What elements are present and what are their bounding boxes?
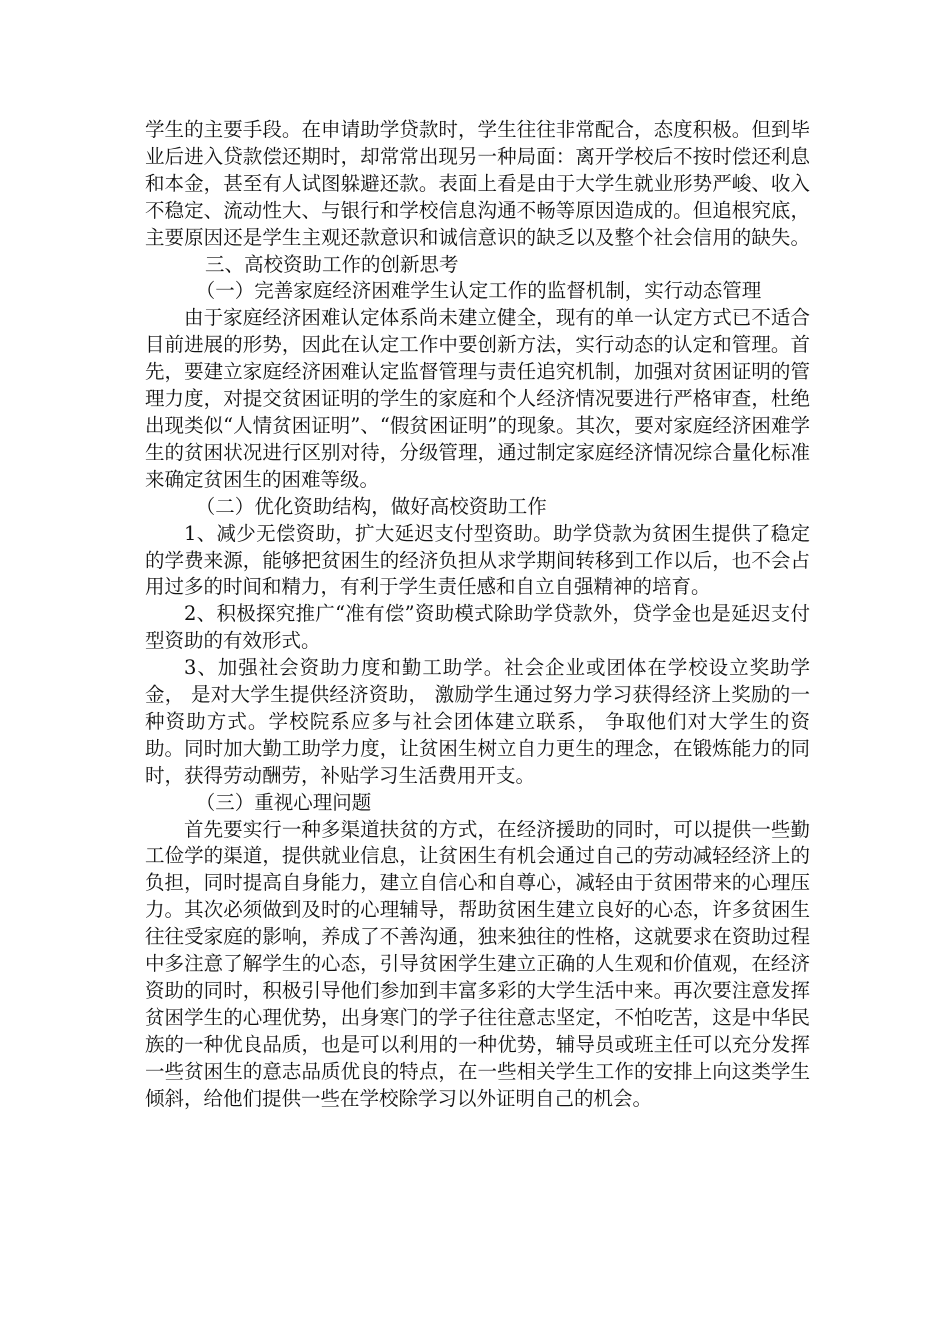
paragraph-item-1: 1、减少无偿资助，扩大延迟支付型资助。助学贷款为贫困生提供了稳定的学费来源，能够把贫困生的经济负担从求学期间转移到工作以后，也不会占用过多的时间和精力，有利于学生责任感和自立自强精神的培育。: [145, 521, 810, 599]
subheading-1: （一）完善家庭经济困难学生认定工作的监督机制，实行动态管理: [195, 279, 762, 303]
paragraph-text: 学生的主要手段。在申请助学贷款时，学生往往非常配合，态度积极。但到毕业后进入贷款偿还期时，却常常出现另一种局面：离开学校后不按时偿还利息和本金，甚至有人试图躲避还款。表面上看是由于大学生就业形势严峻、收入不稳定、流动性大、与银行和学校信息沟通不畅等原因造成的。但追根究底，主要原因还是学生主观还款意识和诚信意识的缺乏以及整个社会信用的缺失。: [145, 118, 810, 249]
paragraph-psychology: 首先要实行一种多渠道扶贫的方式，在经济援助的同时，可以提供一些勤工俭学的渠道，提供就业信息，让贫困生有机会通过自己的劳动减轻经济上的负担，同时提高自身能力，建立自信心和自尊心，减轻由于贫困带来的心理压力。其次必须做到及时的心理辅导，帮助贫困生建立良好的心态，许多贫困生往往受家庭的影响，养成了不善沟通，独来独往的性格，这就要求在资助过程中多注意了解学生的心态，引导贫困学生建立正确的人生观和价值观，在经济资助的同时，积极引导他们参加到丰富多彩的大学生活中来。再次要注意发挥贫困学生的心理优势，出身寒门的学子往往意志坚定，不怕吃苦，这是中华民族的一种优良品质，也是可以利用的一种优势，辅导员或班主任可以充分发挥一些贫困生的意志品质优良的特点，在一些相关学生工作的安排上向这类学生倾斜，给他们提供一些在学校除学习以外证明自己的机会。: [145, 817, 810, 1110]
section-heading: 三、高校资助工作的创新思考: [205, 252, 459, 276]
document-body: [145, 117, 810, 1113]
paragraph-identification: 由于家庭经济困难认定体系尚未建立健全，现有的单一认定方式已不适合目前进展的形势，因此在认定工作中要创新方法，实行动态的认定和管理。首先，要建立家庭经济困难认定监督管理与责任追究机制，加强对贫困证明的管理力度，对提交贫困证明的学生的家庭和个人经济情况要进行严格审查，杜绝出现类似“人情贫困证明”、“假贫困证明”的现象。其次，要对家庭经济困难学生的贫困状况进行区别对待，分级管理，通过制定家庭经济情况综合量化标准来确定贫困生的困难等级。: [145, 306, 810, 491]
paragraph-continuation: [145, 117, 810, 278]
subheading-2: （二）优化资助结构，做好高校资助工作: [195, 494, 547, 518]
subheading-3: （三）重视心理问题: [195, 790, 372, 814]
paragraph-item-3: 3、加强社会资助力度和勤工助学。社会企业或团体在学校设立奖助学金， 是对大学生提供经济资助， 激励学生通过努力学习获得经济上奖励的一种资助方式。学校院系应多与社会团体建立联系， 争取他们对大学生的资助。同时加大勤工助学力度，让贫困生树立自力更生的理念，在锻炼能力的同时，获得劳动酬劳，补贴学习生活费用开支。: [145, 656, 810, 787]
paragraph-item-2: 2、积极探究推广“准有偿”资助模式除助学贷款外，贷学金也是延迟支付型资助的有效形式。: [145, 602, 810, 653]
